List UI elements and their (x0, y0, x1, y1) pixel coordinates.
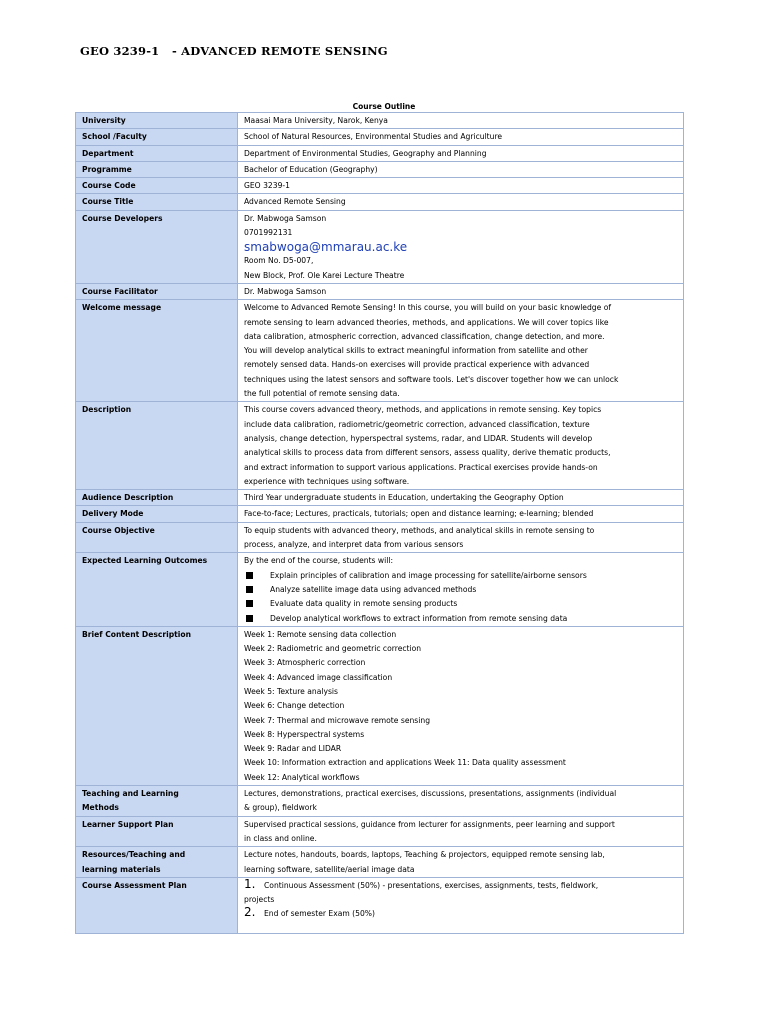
item-number: 2. (244, 905, 256, 920)
item-text: Continuous Assessment (50%) - presentations, exercises, assignments, tests, fieldwork, (264, 880, 599, 890)
row-label: Course Developers (76, 210, 238, 283)
list-item (244, 597, 677, 611)
row-university (76, 113, 684, 129)
row-department (76, 145, 684, 161)
text-line: This course covers advanced theory, methods, and applications in remote sensing. Key topics (244, 405, 602, 415)
row-assessment-plan (76, 877, 684, 933)
row-value: Advanced Remote Sensing (238, 194, 684, 210)
text-line: remotely sensed data. Hands-on exercises will provide practical experience with advanced (244, 360, 590, 370)
row-label: Welcome message (76, 300, 238, 402)
list-item-text: Evaluate data quality in remote sensing products (270, 599, 458, 609)
developer-location: New Block, Prof. Ole Karei Lecture Theatre (244, 270, 405, 280)
row-value (238, 300, 684, 402)
week-item: Week 9: Radar and LIDAR (244, 744, 342, 754)
row-label: Delivery Mode (76, 506, 238, 522)
row-learning-outcomes (76, 553, 684, 626)
row-label: Course Code (76, 178, 238, 194)
list-item (244, 612, 677, 626)
row-value (238, 816, 684, 847)
text-line: in class and online. (244, 833, 317, 843)
text-line: & group), fieldwork (244, 803, 317, 813)
bullet-square-icon (246, 572, 253, 579)
outcomes-intro: By the end of the course, students will: (244, 556, 394, 566)
text-line: Welcome to Advanced Remote Sensing! In this course, you will build on your basic knowledge of (244, 303, 612, 313)
text-line: and extract information to support various applications. Practical exercises provide hands-on (244, 462, 598, 472)
row-school (76, 129, 684, 145)
text-line: experience with techniques using software. (244, 476, 410, 486)
row-resources (76, 847, 684, 878)
text-line: Lectures, demonstrations, practical exercises, discussions, presentations, assignments (individual (244, 789, 617, 799)
text-line: Supervised practical sessions, guidance from lecturer for assignments, peer learning and support (244, 819, 615, 829)
row-value (238, 210, 684, 283)
week-item: Week 6: Change detection (244, 701, 345, 711)
row-delivery-mode (76, 506, 684, 522)
label-line: Methods (82, 803, 119, 813)
list-item-text: Analyze satellite image data using advanced methods (270, 584, 477, 594)
label-line: learning materials (82, 864, 161, 874)
text-line: the full potential of remote sensing data. (244, 389, 400, 399)
course-outline-table (75, 112, 684, 934)
row-value (238, 877, 684, 933)
developer-email-link[interactable]: smabwoga@mmarau.ac.ke (244, 240, 408, 255)
bullet-square-icon (246, 586, 253, 593)
week-item: Week 7: Thermal and microwave remote sensing (244, 715, 431, 725)
row-value (238, 847, 684, 878)
row-description (76, 402, 684, 490)
row-value: School of Natural Resources, Environmental Studies and Agriculture (238, 129, 684, 145)
row-value: GEO 3239-1 (238, 178, 684, 194)
list-item-text: Develop analytical workflows to extract information from remote sensing data (270, 613, 568, 623)
table-caption: Course Outline (352, 102, 416, 111)
row-value: Face-to-face; Lectures, practicals, tutorials; open and distance learning; e-learning; blended (238, 506, 684, 522)
row-value: Dr. Mabwoga Samson (238, 283, 684, 299)
row-course-title (76, 194, 684, 210)
item-number: 1. (244, 876, 256, 891)
item-continuation: projects (244, 895, 275, 905)
week-item: Week 5: Texture analysis (244, 686, 338, 696)
developer-room: Room No. D5-007, (244, 256, 314, 266)
row-label (76, 786, 238, 817)
text-line: include data calibration, radiometric/geometric correction, advanced classification, texture (244, 419, 590, 429)
row-label (76, 847, 238, 878)
row-content-description (76, 626, 684, 785)
row-value (238, 786, 684, 817)
row-label: Audience Description (76, 490, 238, 506)
bullet-square-icon (246, 615, 253, 622)
row-value (238, 553, 684, 626)
row-label: Course Objective (76, 522, 238, 553)
document-title: GEO 3239-1 - ADVANCED REMOTE SENSING (80, 44, 388, 58)
assessment-item (244, 907, 677, 921)
row-welcome-message (76, 300, 684, 402)
list-item (244, 569, 677, 583)
row-label: Course Assessment Plan (76, 877, 238, 933)
week-item: Week 4: Advanced image classification (244, 672, 393, 682)
text-line: To equip students with advanced theory, methods, and analytical skills in remote sensing to (244, 525, 595, 535)
assessment-item (244, 876, 677, 893)
row-label: Course Facilitator (76, 283, 238, 299)
developer-name: Dr. Mabwoga Samson (244, 213, 327, 223)
row-learner-support (76, 816, 684, 847)
week-item: Week 1: Remote sensing data collection (244, 629, 397, 639)
row-course-code (76, 178, 684, 194)
row-label: Expected Learning Outcomes (76, 553, 238, 626)
text-line: process, analyze, and interpret data from various sensors (244, 540, 464, 550)
week-item: Week 12: Analytical workflows (244, 772, 360, 782)
row-label: School /Faculty (76, 129, 238, 145)
label-line: Teaching and Learning (82, 789, 179, 799)
row-value: Bachelor of Education (Geography) (238, 161, 684, 177)
bullet-square-icon (246, 600, 253, 607)
row-value (238, 522, 684, 553)
text-line: analysis, change detection, hyperspectral systems, radar, and LIDAR. Students will develop (244, 433, 593, 443)
row-label: Programme (76, 161, 238, 177)
row-label: Department (76, 145, 238, 161)
row-course-facilitator (76, 283, 684, 299)
row-label: University (76, 113, 238, 129)
week-item: Week 8: Hyperspectral systems (244, 729, 365, 739)
row-programme (76, 161, 684, 177)
text-line: techniques using the latest sensors and software tools. Let's discover together how we can unlock (244, 374, 619, 384)
row-value: Department of Environmental Studies, Geography and Planning (238, 145, 684, 161)
text-line: data calibration, atmospheric correction, advanced classification, change detection, and more. (244, 331, 605, 341)
text-line: analytical skills to process data from different sensors, assess quality, derive thematic products, (244, 448, 611, 458)
row-value (238, 402, 684, 490)
text-line: You will develop analytical skills to extract meaningful information from satellite and other (244, 346, 588, 356)
row-label: Description (76, 402, 238, 490)
row-course-developers (76, 210, 684, 283)
row-value: Third Year undergraduate students in Education, undertaking the Geography Option (238, 490, 684, 506)
row-label: Course Title (76, 194, 238, 210)
text-line: learning software, satellite/aerial image data (244, 864, 415, 874)
text-line: Lecture notes, handouts, boards, laptops, Teaching & projectors, equipped remote sensing lab, (244, 850, 605, 860)
week-item: Week 2: Radiometric and geometric correction (244, 644, 422, 654)
row-value: Maasai Mara University, Narok, Kenya (238, 113, 684, 129)
week-item: Week 3: Atmospheric correction (244, 658, 366, 668)
developer-phone: 0701992131 (244, 228, 293, 238)
row-label: Brief Content Description (76, 626, 238, 785)
item-text: End of semester Exam (50%) (264, 909, 375, 919)
label-line: Resources/Teaching and (82, 850, 186, 860)
row-course-objective (76, 522, 684, 553)
list-item (244, 583, 677, 597)
list-item-text: Explain principles of calibration and image processing for satellite/airborne sensors (270, 570, 587, 580)
row-audience (76, 490, 684, 506)
row-value (238, 626, 684, 785)
row-label: Learner Support Plan (76, 816, 238, 847)
week-item: Week 10: Information extraction and applications Week 11: Data quality assessment (244, 758, 566, 768)
text-line: remote sensing to learn advanced theories, methods, and applications. We will cover topics like (244, 317, 609, 327)
row-teaching-methods (76, 786, 684, 817)
